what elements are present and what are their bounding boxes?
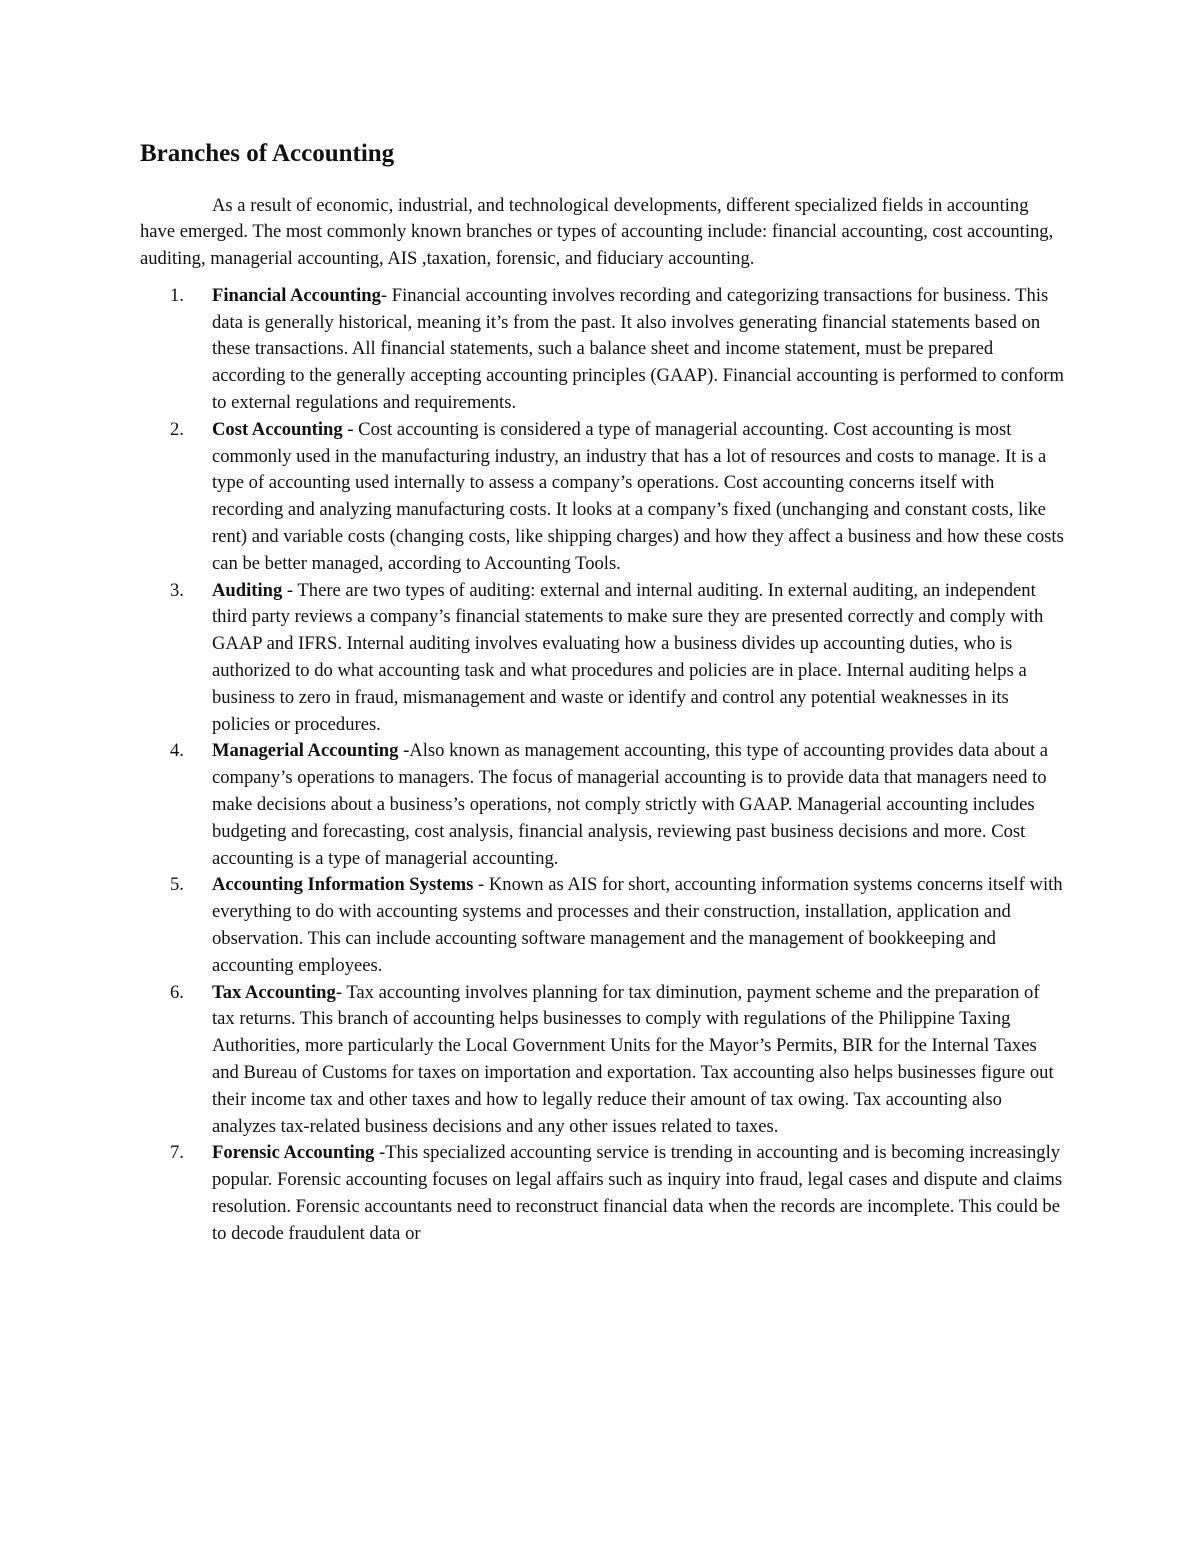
list-item-number: 1. [170, 284, 184, 306]
list-item-number: 5. [170, 874, 184, 896]
list-item-text: -This specialized accounting service is trending in accounting and is becoming increasingly popular. Forensic accounting focuses on legal affairs such as inquiry into fraud, legal cases and dispute and claims resolution. Forensic accountants need to reconstruct financial data when the records are incomplete. This could be to decode fraudulent data or [212, 1142, 1063, 1244]
list-item-term: Cost Accounting [212, 418, 343, 440]
list-item-tax-accounting [140, 980, 1065, 1141]
branches-list [140, 283, 1065, 1248]
list-item-text: -Also known as management accounting, this type of accounting provides data about a company’s operations to managers. The focus of managerial accounting is to provide data that managers need to make decisions about a business’s operations, not comply strictly with GAAP. Managerial accounting includes budgeting and forecasting, cost analysis, financial analysis, reviewing past business decisions and more. Cost accounting is a type of managerial accounting. [212, 740, 1049, 869]
list-item-number: 2. [170, 418, 184, 440]
list-item-number: 7. [170, 1142, 184, 1164]
list-item-term: Accounting Information Systems [212, 874, 474, 896]
list-item-cost-accounting [140, 417, 1065, 578]
list-item-number: 4. [170, 740, 184, 762]
list-item-term: Financial Accounting [212, 284, 381, 306]
list-item-term: Auditing [212, 579, 283, 601]
list-item-text: - Tax accounting involves planning for tax diminution, payment scheme and the preparation of tax returns. This branch of accounting helps businesses to comply with regulations of the Philippine Taxing Authorities, more particularly the Local Government Units for the Mayor’s Permits, BIR for the Internal Taxes and Bureau of Customs for taxes on importation and exportation. Tax accounting also helps businesses figure out their income tax and other taxes and how to legally reduce their amount of tax owing. Tax accounting also analyzes tax-related business decisions and any other issues related to taxes. [212, 981, 1054, 1137]
list-item-number: 6. [170, 981, 184, 1003]
document-body [140, 138, 1065, 1248]
list-item-accounting-information-systems [140, 872, 1065, 979]
list-item-term: Forensic Accounting [212, 1142, 375, 1164]
list-item-forensic-accounting [140, 1140, 1065, 1247]
list-item-auditing [140, 578, 1065, 739]
document-title: Branches of Accounting [140, 140, 395, 167]
list-item-text: - There are two types of auditing: external and internal auditing. In external auditing, an independent third party reviews a company’s financial statements to make sure they are presented correctly and comply with GAAP and IFRS. Internal auditing involves evaluating how a business divides up accounting duties, who is authorized to do what accounting task and what procedures and policies are in place. Internal auditing helps a business to zero in fraud, mismanagement and waste or identify and control any potential weaknesses in its policies or procedures. [212, 579, 1044, 735]
list-item-text: - Known as AIS for short, accounting information systems concerns itself with everything to do with accounting systems and processes and their construction, installation, application and observation. This can include accounting software management and the management of bookkeeping and accounting employees. [212, 874, 1063, 976]
list-item-text: - Cost accounting is considered a type of managerial accounting. Cost accounting is most commonly used in the manufacturing industry, an industry that has a lot of resources and costs to manage. It is a type of accounting used internally to assess a company’s operations. Cost accounting concerns itself with recording and analyzing manufacturing costs. It looks at a company’s fixed (unchanging and constant costs, like rent) and variable costs (changing costs, like shipping charges) and how they affect a business and how these costs can be better managed, according to Accounting Tools. [212, 418, 1064, 574]
list-item-term: Tax Accounting [212, 981, 336, 1003]
list-item-text: - Financial accounting involves recording and categorizing transactions for business. This data is generally historical, meaning it’s from the past. It also involves generating financial statements based on these transactions. All financial statements, such a balance sheet and income statement, must be prepared according to the generally accepting accounting principles (GAAP). Financial accounting is performed to conform to external regulations and requirements. [212, 284, 1064, 414]
list-item-number: 3. [170, 579, 184, 601]
list-item-managerial-accounting [140, 738, 1065, 872]
intro-paragraph: As a result of economic, industrial, and technological developments, different specialized fields in accounting have emerged. The most commonly known branches or types of accounting include: financial accounting, cost accounting, auditing, managerial accounting, AIS ,taxation, forensic, and fiduciary accounting. [140, 194, 1054, 270]
list-item-financial-accounting [140, 283, 1065, 417]
list-item-term: Managerial Accounting [212, 740, 399, 762]
